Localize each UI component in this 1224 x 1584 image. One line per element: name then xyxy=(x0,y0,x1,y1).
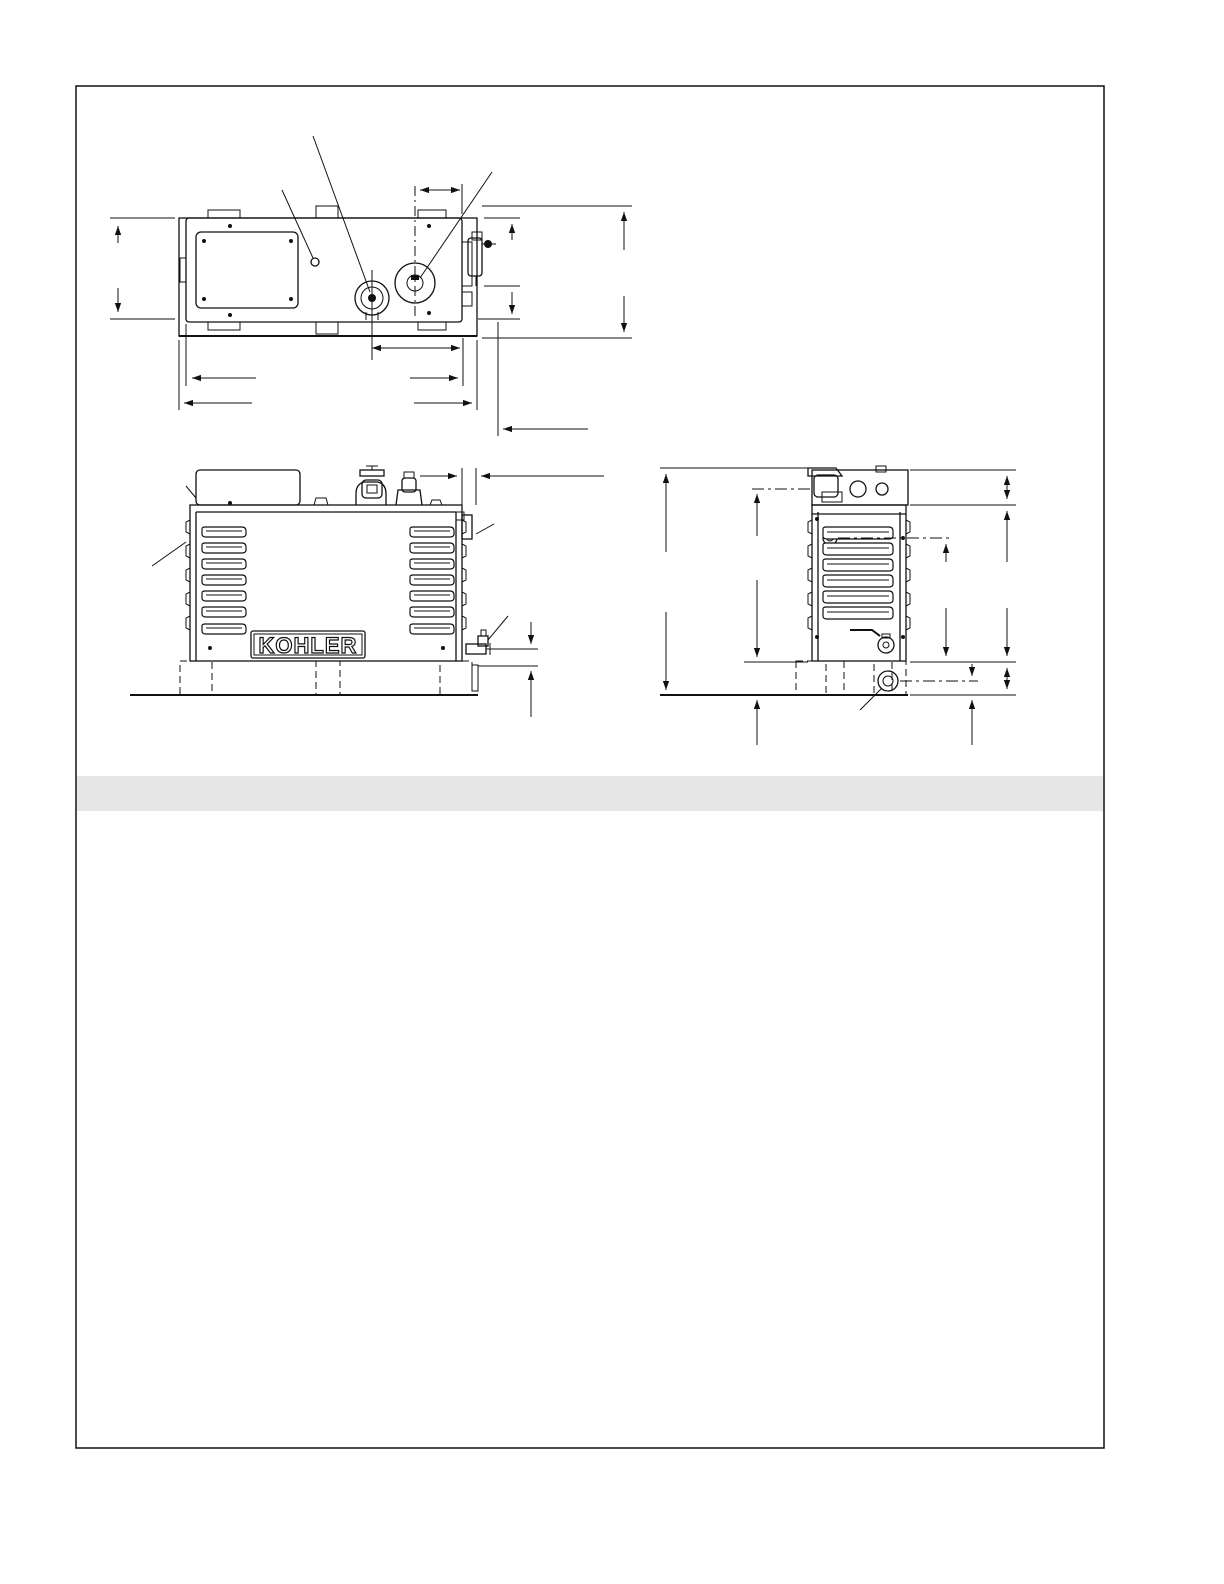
page-frame xyxy=(76,86,1104,1448)
side-view xyxy=(660,466,1016,745)
kohler-logo: KOHLER xyxy=(258,633,358,658)
front-view xyxy=(130,466,604,717)
gray-band xyxy=(77,776,1103,811)
top-view xyxy=(110,136,632,436)
